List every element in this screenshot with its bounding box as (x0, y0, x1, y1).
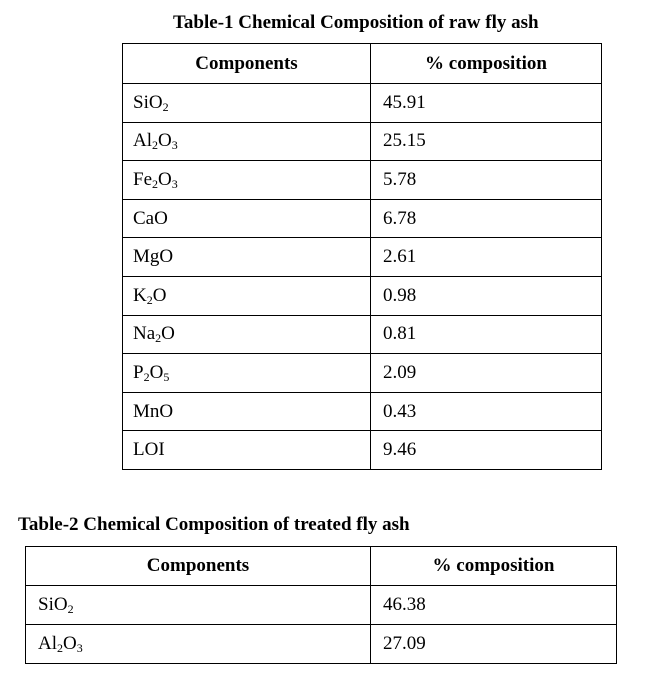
formula-part: CaO (133, 207, 168, 229)
formula-part: K (133, 284, 147, 306)
composition-cell: 45.91 (371, 84, 602, 123)
components-header: Components (123, 44, 371, 84)
composition-cell: 46.38 (371, 586, 617, 625)
table-row (123, 122, 602, 161)
table-row (123, 354, 602, 393)
table-row (123, 431, 602, 470)
formula-part: O (148, 91, 163, 113)
composition-cell: 0.98 (371, 276, 602, 315)
formula-subscript: 2 (57, 641, 63, 655)
formula-part: O (158, 168, 172, 190)
component-cell (123, 276, 371, 315)
formula-part: Fe (133, 168, 152, 190)
component-cell (26, 586, 371, 625)
formula-part: O (158, 130, 172, 152)
composition-cell: 0.81 (371, 315, 602, 354)
table-header-row (123, 44, 602, 84)
composition-header: % composition (371, 44, 602, 84)
composition-cell: 25.15 (371, 122, 602, 161)
formula-part: O (53, 594, 68, 615)
formula-part: LOI (133, 439, 165, 461)
component-cell (123, 199, 371, 238)
table1-body (123, 84, 602, 470)
formula-part: Si (38, 594, 54, 615)
formula-part: O (161, 323, 175, 345)
component-cell (123, 354, 371, 393)
formula-part: O (152, 284, 167, 306)
component-cell (123, 84, 371, 123)
formula-subscript: 2 (152, 138, 158, 153)
table-header-row (26, 547, 617, 586)
component-cell (123, 122, 371, 161)
composition-cell: 0.43 (371, 392, 602, 431)
formula-subscript: 3 (171, 138, 178, 153)
table2-body (26, 586, 617, 664)
formula-subscript: 2 (162, 99, 169, 114)
composition-cell: 27.09 (371, 625, 617, 664)
component-cell (123, 431, 371, 470)
formula-part: Al (38, 633, 57, 654)
table-row (123, 161, 602, 200)
composition-cell: 9.46 (371, 431, 602, 470)
formula-subscript: 5 (163, 369, 170, 384)
formula-subscript: 2 (155, 331, 162, 346)
formula-subscript: 3 (76, 641, 83, 655)
treated-fly-ash-table (25, 546, 617, 664)
composition-cell: 6.78 (371, 199, 602, 238)
table1-caption: Table-1 Chemical Composition of raw fly ash (173, 12, 539, 33)
formula-part: MnO (133, 400, 174, 422)
table-row (123, 392, 602, 431)
formula-subscript: 3 (171, 176, 178, 191)
formula-subscript: 2 (143, 369, 150, 384)
formula-part: Si (133, 91, 149, 113)
table-row (26, 586, 617, 625)
composition-cell: 5.78 (371, 161, 602, 200)
formula-part: O (63, 633, 77, 654)
composition-header: % composition (371, 547, 617, 586)
composition-cell: 2.61 (371, 238, 602, 277)
formula-subscript: 2 (152, 176, 158, 191)
table-row (123, 238, 602, 277)
formula-part: Na (133, 323, 156, 345)
formula-subscript: 2 (67, 602, 74, 616)
table-row (123, 84, 602, 123)
table-row (123, 315, 602, 354)
formula-subscript: 2 (146, 292, 153, 307)
formula-part: MgO (133, 246, 174, 268)
composition-cell: 2.09 (371, 354, 602, 393)
formula-part: O (149, 361, 164, 383)
table-row (123, 199, 602, 238)
components-header: Components (26, 547, 371, 586)
table-row (26, 625, 617, 664)
formula-part: P (133, 361, 144, 383)
raw-fly-ash-table (122, 43, 602, 470)
component-cell (123, 238, 371, 277)
component-cell (26, 625, 371, 664)
component-cell (123, 161, 371, 200)
formula-part: Al (133, 130, 152, 152)
component-cell (123, 392, 371, 431)
table2-caption: Table-2 Chemical Composition of treated fly ash (18, 514, 410, 535)
component-cell (123, 315, 371, 354)
table-row (123, 276, 602, 315)
